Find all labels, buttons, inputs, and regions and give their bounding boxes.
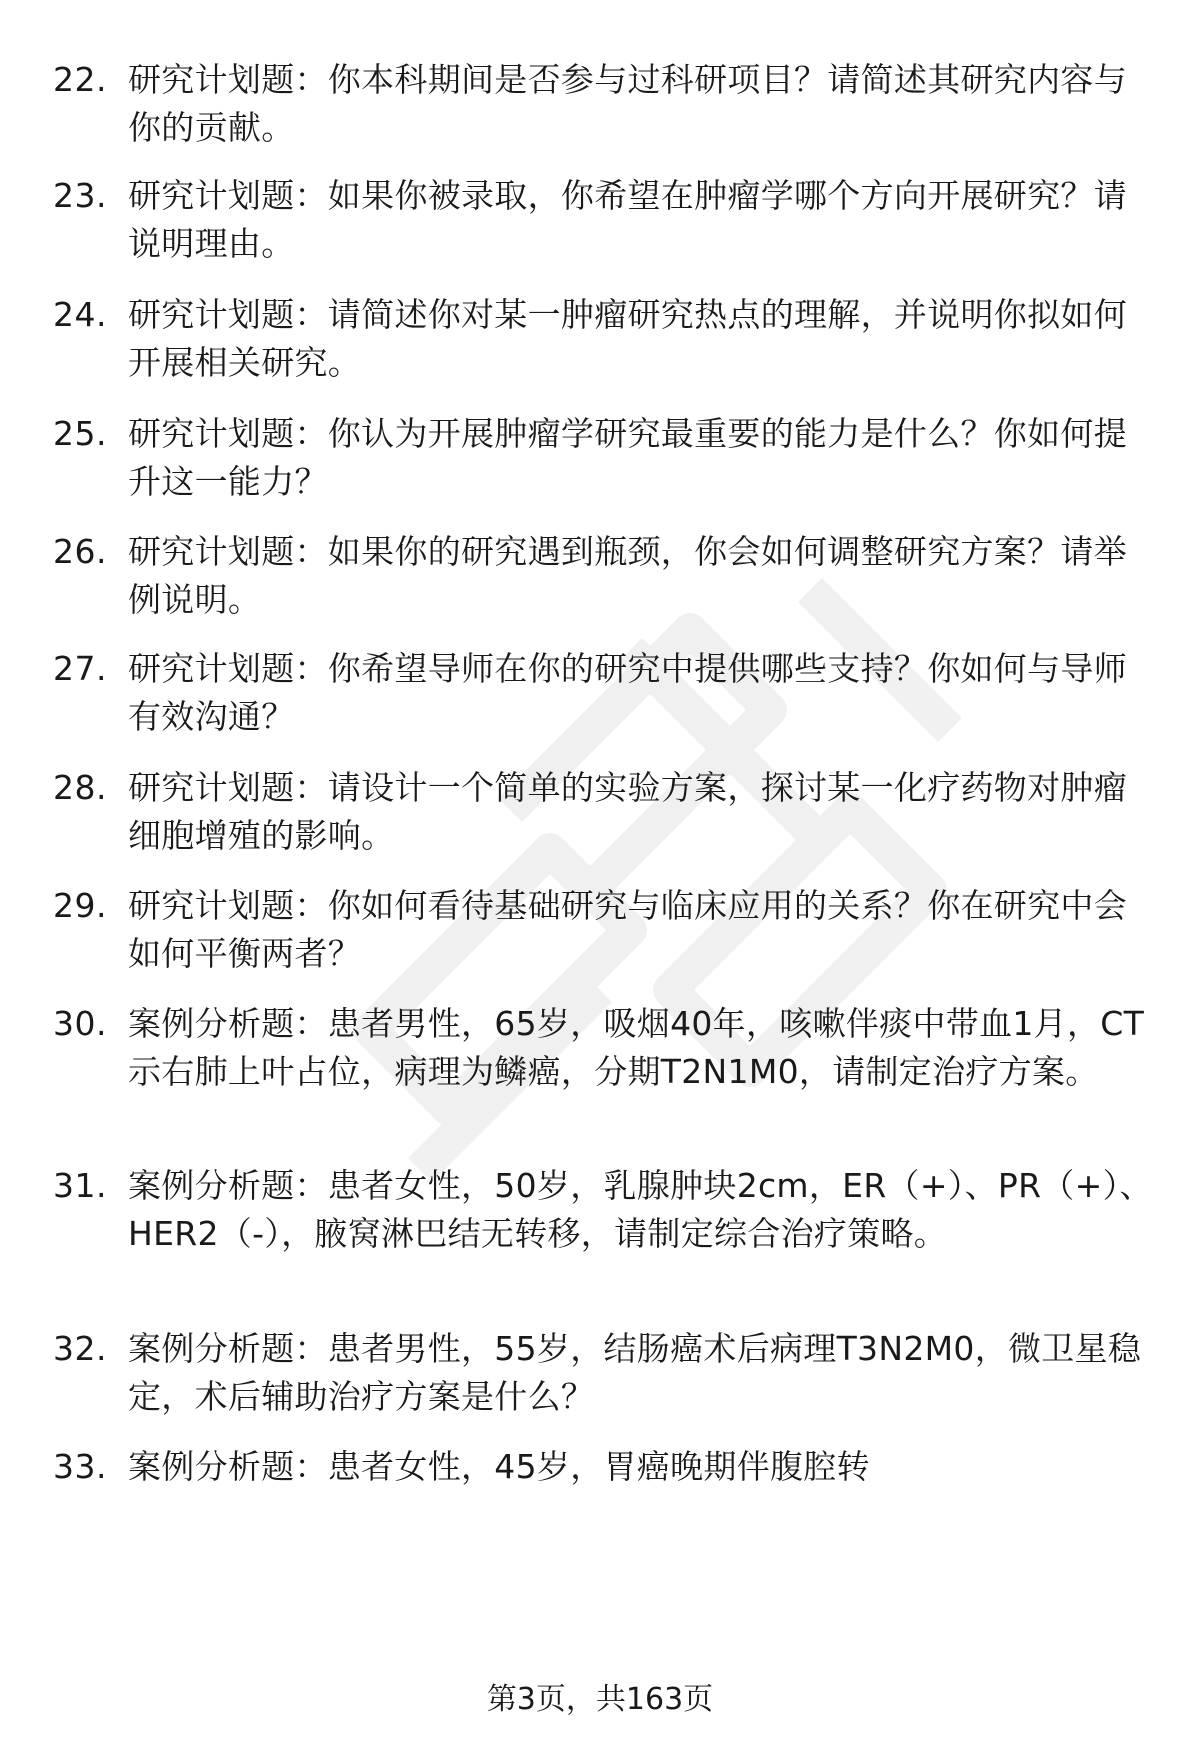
- item-number: 26.: [53, 532, 107, 571]
- item-number: 25.: [53, 414, 107, 453]
- item-number: 23.: [53, 176, 107, 215]
- item-number: 28.: [53, 768, 107, 807]
- item-text: 研究计划题：请设计一个简单的实验方案，探讨某一化疗药物对肿瘤细胞增殖的影响。: [128, 768, 1127, 855]
- item-number: 30.: [53, 1004, 107, 1043]
- item-text: 研究计划题：你如何看待基础研究与临床应用的关系？你在研究中会如何平衡两者？: [128, 886, 1127, 973]
- item-number: 33.: [53, 1447, 107, 1486]
- item-text: 案例分析题：患者女性，45岁，胃癌晚期伴腹腔转: [128, 1447, 870, 1486]
- item-number: 24.: [53, 295, 107, 334]
- item-text: 研究计划题：请简述你对某一肿瘤研究热点的理解，并说明你拟如何开展相关研究。: [128, 295, 1127, 382]
- item-number: 31.: [53, 1166, 107, 1205]
- item-number: 32.: [53, 1329, 107, 1368]
- item-text: 研究计划题：如果你被录取，你希望在肿瘤学哪个方向开展研究？请说明理由。: [128, 176, 1127, 263]
- item-text: 案例分析题：患者女性，50岁，乳腺肿块2cm，ER（+）、PR（+）、HER2（-），腋窝淋巴结无转移，请制定综合治疗策略。: [128, 1166, 1153, 1253]
- item-number: 27.: [53, 649, 107, 688]
- item-text: 案例分析题：患者男性，65岁，吸烟40年，咳嗽伴痰中带血1月，CT示右肺上叶占位，病理为鳞癌，分期T2N1M0，请制定治疗方案。: [128, 1004, 1145, 1091]
- item-text: 研究计划题：你希望导师在你的研究中提供哪些支持？你如何与导师有效沟通？: [128, 649, 1127, 736]
- item-text: 案例分析题：患者男性，55岁，结肠癌术后病理T3N2M0，微卫星稳定，术后辅助治疗方案是什么？: [128, 1329, 1142, 1416]
- item-text: 研究计划题：如果你的研究遇到瓶颈，你会如何调整研究方案？请举例说明。: [128, 532, 1127, 619]
- item-text: 研究计划题：你认为开展肿瘤学研究最重要的能力是什么？你如何提升这一能力？: [128, 414, 1127, 501]
- item-text: 研究计划题：你本科期间是否参与过科研项目？请简述其研究内容与你的贡献。: [128, 60, 1127, 147]
- item-number: 29.: [53, 886, 107, 925]
- page-number: 第3页，共163页: [486, 1682, 714, 1717]
- item-number: 22.: [53, 60, 107, 99]
